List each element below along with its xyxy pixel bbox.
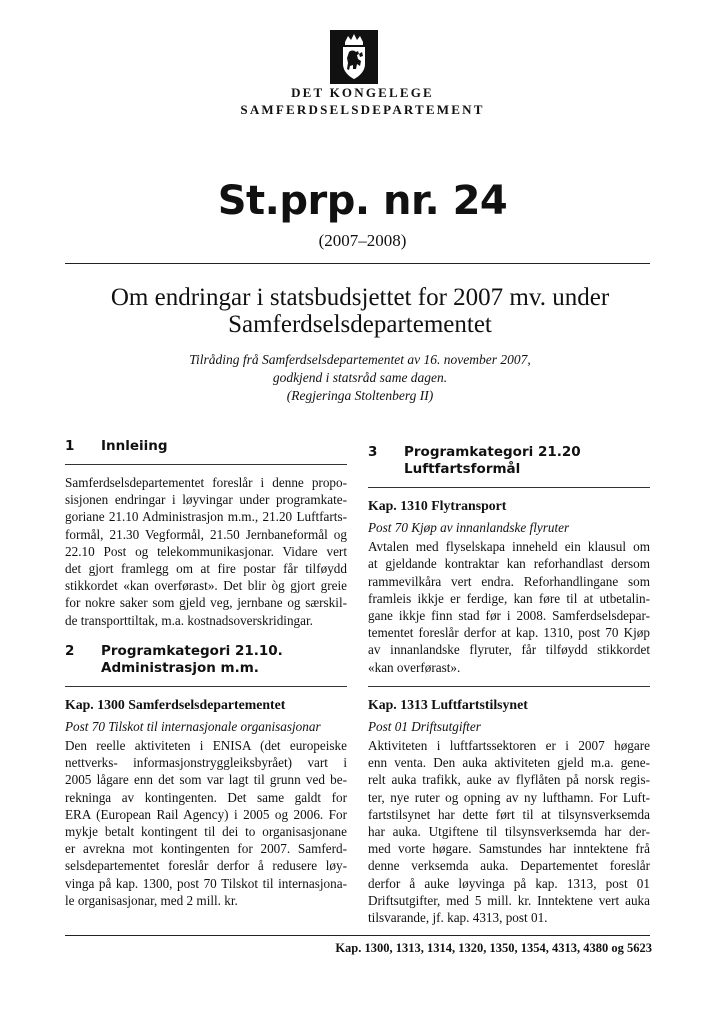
text-line: Avtalen med flyselskapa inneheld ein klausul om bbox=[368, 539, 650, 555]
text-line: denne verksemda auka. Departementet foreslår bbox=[368, 858, 650, 874]
text-line: har auka. Utgiftene til tilsynsverksemda har der- bbox=[368, 824, 650, 840]
section-title-line2: Administrasjon m.m. bbox=[101, 659, 259, 676]
text-line: tilsvarande, jf. kap. 4313, post 01. bbox=[368, 910, 548, 926]
agency-name-line1: DET KONGELEGE bbox=[291, 85, 434, 100]
subtitle-line3: (Regjeringa Stoltenberg II) bbox=[286, 388, 434, 403]
text-line: le organisasjonar, med 2 mill. kr. bbox=[65, 892, 238, 908]
section-divider bbox=[65, 464, 347, 465]
text-line: 22.10 Post og telekommunikasjonar. Vidare vert bbox=[65, 543, 347, 559]
section-title: Innleiing bbox=[101, 438, 168, 454]
subtitle-line2: godkjend i statsråd same dagen. bbox=[272, 370, 448, 385]
section-divider bbox=[65, 686, 347, 687]
text-line: stikkordet «kan overførast». Det blir òg gjort greie bbox=[65, 578, 347, 594]
text-line: ter, nye ruter og opning av ny lufthamn. For Luft- bbox=[368, 789, 650, 805]
post-heading: Post 70 Kjøp av innanlandske flyruter bbox=[368, 520, 570, 535]
chapter-heading: Kap. 1300 Samferdselsdepartementet bbox=[65, 696, 286, 712]
text-line: rammevilkåra vert endra. Reforhandlingane som bbox=[368, 573, 650, 589]
document-title: St.prp. nr. 24 bbox=[217, 178, 508, 224]
section-number: 2 bbox=[65, 642, 75, 659]
text-line: Samferdselsdepartementet foreslår i denne propo- bbox=[65, 475, 347, 490]
section-title-line1: Programkategori 21.20 bbox=[404, 444, 581, 460]
left-column bbox=[65, 438, 347, 909]
chapter-heading: Kap. 1313 Luftfartstilsynet bbox=[368, 696, 528, 712]
footer-chapters: Kap. 1300, 1313, 1314, 1320, 1350, 1354, 4313, 4380 og 5623 bbox=[335, 941, 652, 955]
text-line: Aktiviteten i luftfartssektoren er i 2007 høgare bbox=[368, 738, 650, 754]
section-number: 1 bbox=[65, 438, 75, 454]
text-line: med vorte høgare. Samstundes har inntektene frå bbox=[368, 841, 650, 857]
bottom-divider bbox=[65, 935, 650, 936]
section-title-line1: Programkategori 21.10. bbox=[101, 642, 283, 659]
section-1-body bbox=[65, 474, 347, 629]
section-title-line2: Luftfartsformål bbox=[404, 461, 521, 477]
text-line: er avrekna mot kontingenten for 2007. Samferd- bbox=[65, 841, 347, 857]
document-year: (2007–2008) bbox=[318, 231, 407, 250]
main-title-line2: Samferdselsdepartementet bbox=[228, 311, 492, 338]
text-line: relt auka trafikk, auke av flyflåten på norsk regis- bbox=[368, 772, 650, 788]
text-line: Driftsutgifter, med 5 mill. kr. Inntektene vert auka bbox=[368, 892, 650, 908]
text-line: «kan overførast». bbox=[368, 659, 461, 675]
text-line: sisjonen endringar i løyvingar under programkate- bbox=[65, 492, 347, 508]
chapter-heading: Kap. 1310 Flytransport bbox=[368, 498, 507, 513]
text-line: goriane 21.10 Administrasjon m.m., 21.20 Luftfarts- bbox=[65, 509, 347, 525]
text-line: vinga på kap. 1300, post 70 Tilskot til internasjona- bbox=[65, 875, 347, 891]
top-divider bbox=[65, 263, 650, 264]
text-line: av innanlandske flyruter, får tilføydd stikkordet bbox=[368, 642, 650, 658]
section-divider bbox=[368, 686, 650, 687]
section-divider bbox=[368, 487, 650, 488]
text-line: formål, 21.30 Vegformål, 21.50 Jernbaneformål og bbox=[65, 526, 347, 542]
text-line: selsdepartementet foreslår derfor å redusere løy- bbox=[65, 858, 347, 874]
main-title bbox=[65, 284, 655, 338]
norwegian-coat-of-arms-icon bbox=[330, 30, 378, 84]
text-line: de transporttiltak, m.a. kostnadsoverskridingar. bbox=[65, 612, 313, 628]
section-3-heading bbox=[368, 444, 650, 478]
section-2-body bbox=[65, 737, 347, 909]
post-heading: Post 70 Tilskot til internasjonale organisasjonar bbox=[65, 718, 321, 734]
main-title-line1: Om endringar i statsbudsjettet for 2007 mv. under bbox=[110, 284, 610, 311]
text-line: fartstilsynet har dette ført til at tilsynsverksemda bbox=[368, 806, 650, 822]
text-line: gane ikkje finn stad før i 2008. Samferdselsdepar- bbox=[368, 608, 650, 624]
subtitle-line1: Tilråding frå Samferdselsdepartementet av 16. november 2007, bbox=[189, 352, 531, 367]
text-line: nettverks- informasjonstryggleiksbyrået) vart i bbox=[65, 755, 347, 771]
text-line: mykje betalt kontingent til dei to organisasjonane bbox=[65, 824, 347, 840]
text-line: enn venta. Den auka aktiviteten gjeld m.a. gene- bbox=[368, 755, 650, 771]
text-line: derfor å auke løyvinga på kap. 1313, post 01 bbox=[368, 875, 650, 891]
subtitle bbox=[120, 351, 600, 405]
text-line: det gjort framlegg om at fire postar får tilføydd bbox=[65, 561, 347, 577]
text-line: at gjeldande kontraktar kan reforhandlast dersom bbox=[368, 556, 650, 572]
section-1-heading bbox=[65, 438, 347, 455]
post-heading: Post 01 Driftsutgifter bbox=[368, 718, 481, 734]
right-column bbox=[368, 438, 650, 926]
section-number: 3 bbox=[368, 444, 378, 460]
section-3-body-1 bbox=[368, 538, 650, 676]
text-line: 2005 lågare enn det som var lagt til grunn ved be- bbox=[65, 772, 347, 788]
text-line: rekninga av kontingenten. Det same galdt for bbox=[65, 789, 347, 805]
text-line: framleis ikkje er ferdige, kan føre til at utbetalin- bbox=[368, 590, 650, 606]
section-3-body-2 bbox=[368, 737, 650, 926]
text-line: for nokre saker som gjeld veg, jernbane og særskil- bbox=[65, 595, 347, 611]
agency-name-line2: SAMFERDSELSDEPARTEMENT bbox=[240, 102, 485, 117]
section-2-heading bbox=[65, 643, 347, 677]
text-line: tementet foreslår derfor at kap. 1310, post 70 Kjøp bbox=[368, 625, 650, 641]
text-line: Den reelle aktiviteten i ENISA (det europeiske bbox=[65, 738, 347, 754]
text-line: ERA (European Rail Agency) i 2005 og 2006. For bbox=[65, 806, 347, 822]
